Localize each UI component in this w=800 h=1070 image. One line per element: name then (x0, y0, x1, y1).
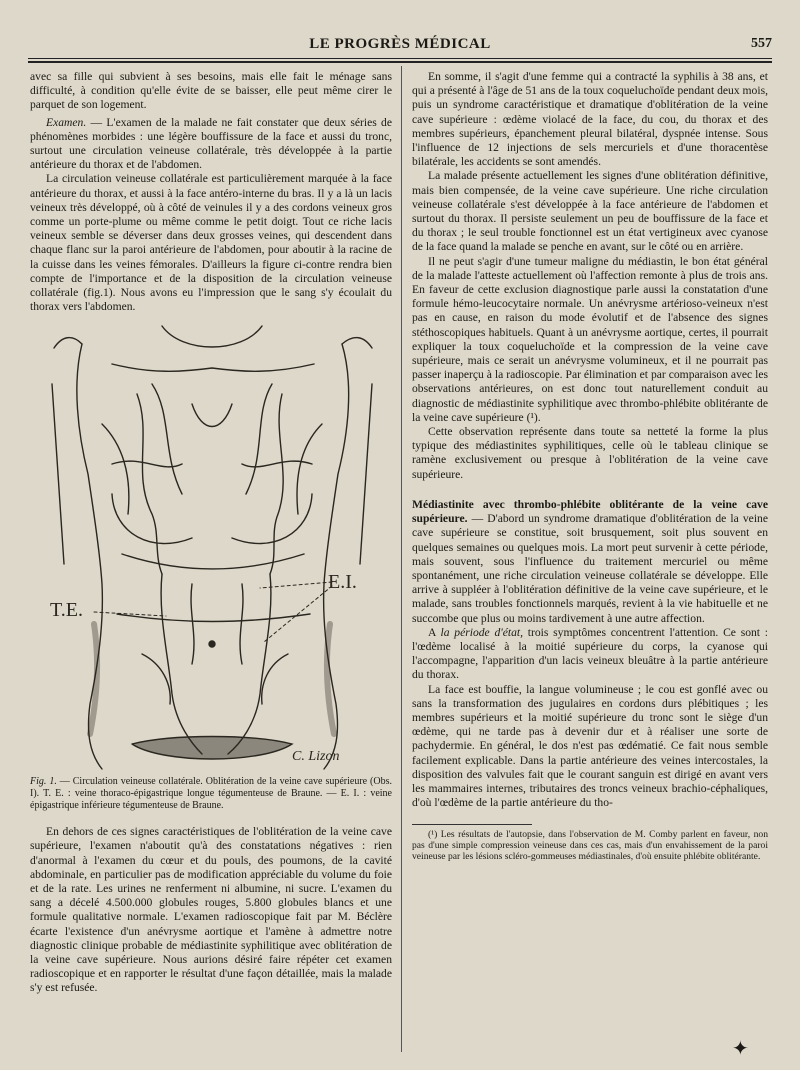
page-header (28, 36, 772, 58)
paragraph: La face est bouffie, la langue volumineuse ; le cou est gonflé avec ou sans la transformation des jugulaires en cordons durs plébitiques ; les membres supérieurs et la moitié supérieure du tronc sont le siège d'un œdème, qui ne tarde pas à devenir dur et à réaliser une sorte de pachydermie. En général, le dos n'est pas œdématié. Ce fait nous semble facilement explicable. Dans la partie antérieure des veines intercostales, la disposition des valvules fait que le courant sanguin est dirigé en avant vers les mammaires internes, tributaires des troncs veineux brachio-céphaliques, d'où l'œdème de la partie antérieure du tho- (412, 682, 768, 810)
paragraph: Cette observation représente dans toute sa netteté la forme la plus typique des médiastinites syphilitiques, celle où le tableau clinique se ramène exclusivement ou presque à l'oblitération de la veine cave supérieure. (412, 425, 768, 481)
section-text: — D'abord un syndrome dramatique d'oblitération de la veine cave supérieure se constitue, soit brusquement, soit plus souvent en quelques semaines ou quelques mois. La mort peut survenir à cette période, mais souvent, sous l'influence du traitement mercuriel ou même spontanément, une riche circulation veineuse collatérale se développe. Elle arrive à suppléer à l'oblitération définitive de la veine cave supérieure, et le malade, sans troubles fonctionnels marqués, revient à la vie habituelle et ne succombe que plus ou moins tardivement à une autre affection. (412, 512, 768, 625)
page-number: 557 (751, 36, 772, 51)
figure-caption (30, 776, 392, 811)
section-paragraph (412, 498, 768, 626)
artist-signature: C. Lizon (292, 749, 340, 765)
examen-lead: Examen. (46, 115, 87, 129)
paragraph-examen (30, 116, 392, 173)
paragraph: En dehors de ces signes caractéristiques de l'oblitération de la veine cave supérieure, l'examen n'aboutit qu'à des constatations négatives : rien d'anormal à l'examen du cœur et du pouls, des poumons, de la cavité abdominale, en particulier pas de modification appréciable du volume du foie et de la rate. Les urines ne renferment ni albumine, ni sucre. L'examen du sang a décelé 4.500.000 globules rouges, 5.800 globules blancs et une formule qualitative normale. L'examen radioscopique fait par M. Béclère écarte l'existence d'un anévrysme aortique et l'amène à admettre notre diagnostic clinique probable de médiastinite syphilitique avec oblitération de la veine cave supérieure. Nous aurions désiré faire répéter cet examen radioscopique et en rapporter le résultat d'une façon détaillée, mais la malade s'y est refusée. (30, 825, 392, 995)
examen-text: — L'examen de la malade ne fait constater que deux séries de phénomènes morbides : une légère bouffissure de la face et aussi du tronc, surtout une circulation veineuse collatérale, très développée à la partie antérieure du thorax et de l'abdomen. (30, 115, 392, 172)
paragraph: La circulation veineuse collatérale est particulièrement marquée à la face antérieure du thorax, et aussi à la face antéro-interne du bras. Il y a là un lacis veineux très développé, où à côté de veinules il y a des cordons veineux gros comme un porte-plume ou même comme le petit doigt. Tout ce riche lacis veineux semble se déverser dans deux grosses veines, qui descendent dans chaque flanc sur la paroi antérieure de l'abdomen, pour aboutir à la racine de la cuisse dans les veines fémorales. D'ailleurs la figure ci-contre rendra bien compte de l'importance et de la disposition de la circulation veineuse collatérale (fig.1). Nous avons eu l'impression que le sang s'y écoulait du thorax vers l'abdomen. (30, 172, 392, 314)
journal-title: LE PROGRÈS MÉDICAL (309, 36, 491, 52)
section-title: Médiastinite avec thrombo-phlébite oblitérante de la veine cave supérieure. (412, 497, 768, 526)
figure-collateral-circulation (42, 324, 382, 774)
right-column (412, 70, 768, 862)
left-column (30, 70, 392, 996)
ornament-icon: ✦ (732, 1038, 749, 1060)
footnote: (¹) Les résultats de l'autopsie, dans l'observation de M. Comby parlent en faveur, non pas d'une simple compression veineuse dans ces cas, mais d'un envahissement de la paroi veineuse par les lésions scléro-gommeuses médiastinales, d'où ensuite phlébite oblitérante. (412, 829, 768, 863)
caption-lead: Fig. 1. (30, 776, 57, 788)
text-run: trois symptômes concentrent l'attention. Ce sont : l'œdème localisé à la moitié supérieure du corps, la cyanose qui l'accompagne, l'apparition d'un lacis veineux bleuâtre à la partie antérieure du thorax. (412, 625, 769, 682)
label-te: T.E. (50, 599, 83, 622)
paragraph: La malade présente actuellement les signes d'une oblitération définitive, mais bien compensée, de la veine cave supérieure. Une riche circulation veineuse collatérale s'est développée à la face antérieure de l'abdomen et surtout du thorax. Il persiste seulement un peu de bouffissure de la face et du thorax ; le seul trouble fonctionnel est un état vertigineux avec cyanose de la face quand la malade se penche en avant, sur le côté ou en arrière. (412, 169, 768, 254)
paragraph: Il ne peut s'agir d'une tumeur maligne du médiastin, le bon état général de la malade l'atteste actuellement où l'affection remonte à plus de trois ans. En faveur de cette exclusion diagnostique parle aussi la constatation d'une formule hémo-leucocytaire normale. Un anévrysme artérioso-veineux n'est pas en cause, en raison du mode évolutif et de l'absence des signes stéthoscopiques habituels. Quant à un anévrysme aortique, certes, il pourrait expliquer la toux coqueluchoïde et la compression de la veine cave supérieure, mais ce serait un anévrysme volumineux, et il ne pourrait pas passer inaperçu à la radioscopie. Par élimination et par comparaison avec les observations antérieures, on est donc tout naturellement conduit au diagnostic de médiastinite syphilitique avec thrombo-phlébite oblitérante de la veine cave supérieure (¹). (412, 254, 768, 424)
anatomical-drawing (42, 324, 382, 774)
text-run: A (428, 625, 441, 639)
column-divider (401, 66, 402, 1052)
paragraph: En somme, il s'agit d'une femme qui a contracté la syphilis à 38 ans, et qui a présenté à l'âge de 51 ans de la toux coqueluchoïde pendant deux mois, puis un syndrome caractéristique et dramatique d'oblitération de la veine cave supérieure : œdème violacé de la face, du cou, du thorax et des membres supérieurs, épanchement pleural bilatéral, dyspnée intense. Sous l'influence de 12 injections de sels mercuriels et d'une thoracentèse bilatérale, les accidents se sont amendés. (412, 70, 768, 169)
emphasis: la période d'état, (440, 625, 524, 639)
header-rule-thick (28, 61, 772, 63)
paragraph-periode (412, 626, 768, 683)
label-ei: E.I. (328, 571, 357, 594)
header-rule (28, 58, 772, 59)
paragraph: avec sa fille qui subvient à ses besoins, mais elle fait le ménage sans difficulté, à condition qu'elle évite de se baisser, elle peut même cirer le parquet de son logement. (30, 70, 392, 112)
footnote-rule (412, 824, 532, 825)
caption-text: — Circulation veineuse collatérale. Oblitération de la veine cave supérieure (Obs. I). T. E. : veine thoraco-épigastrique longue tégumenteuse de Braune. — E. I. : veine épigastrique inférieure tégumenteuse de Braune. (30, 776, 392, 811)
